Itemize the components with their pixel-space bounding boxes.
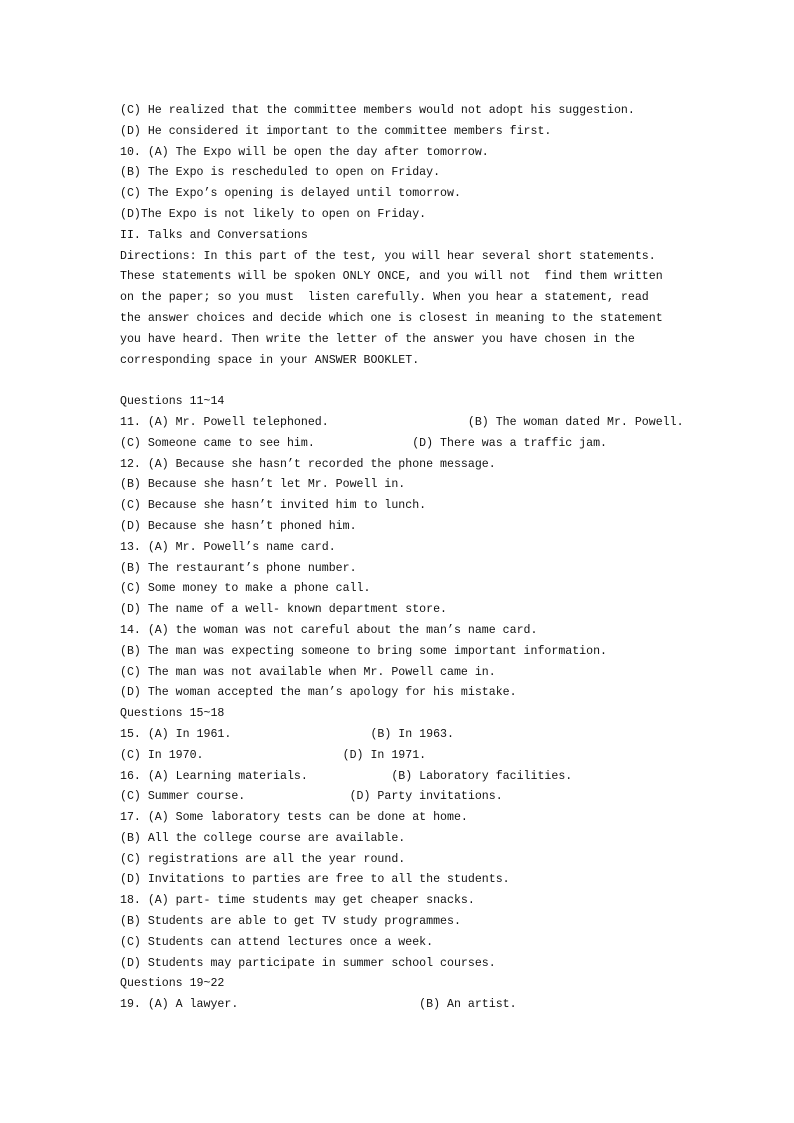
question-16-ab: 16. (A) Learning materials. (B) Laboratory facilities. — [120, 769, 573, 783]
option-10b: (B) The Expo is rescheduled to open on Friday. — [120, 166, 441, 180]
question-12a: 12. (A) Because she hasn’t recorded the phone message. — [120, 457, 496, 471]
option-17d: (D) Invitations to parties are free to all the students. — [120, 873, 510, 887]
option-18d: (D) Students may participate in summer school courses. — [120, 956, 496, 970]
directions-line-1: Directions: In this part of the test, you will hear several short statements. — [120, 249, 656, 263]
option-10c: (C) The Expo’s opening is delayed until tomorrow. — [120, 187, 461, 201]
directions-line-5: you have heard. Then write the letter of the answer you have chosen in the — [120, 332, 635, 346]
option-10d: (D)The Expo is not likely to open on Friday. — [120, 207, 427, 221]
directions-line-4: the answer choices and decide which one is closest in meaning to the statement — [120, 311, 663, 325]
option-12b: (B) Because she hasn’t let Mr. Powell in. — [120, 478, 406, 492]
question-13a: 13. (A) Mr. Powell’s name card. — [120, 540, 336, 554]
option-13c: (C) Some money to make a phone call. — [120, 582, 371, 596]
option-18b: (B) Students are able to get TV study programmes. — [120, 915, 461, 929]
questions-group-heading: Questions 11~14 — [120, 395, 225, 409]
directions-line-3: on the paper; so you must listen carefully. When you hear a statement, read — [120, 291, 649, 305]
option-14c: (C) The man was not available when Mr. Powell came in. — [120, 665, 496, 679]
question-11-cd: (C) Someone came to see him. (D) There was a traffic jam. — [120, 436, 608, 450]
questions-group-heading: Questions 19~22 — [120, 977, 225, 991]
question-19-ab: 19. (A) A lawyer. (B) An artist. — [120, 998, 517, 1012]
section-heading: II. Talks and Conversations — [120, 228, 308, 242]
option-17c: (C) registrations are all the year round. — [120, 852, 406, 866]
directions-line-2: These statements will be spoken ONLY ONCE, and you will not find them written — [120, 270, 663, 284]
option-12d: (D) Because she hasn’t phoned him. — [120, 519, 357, 533]
directions-line-6: corresponding space in your ANSWER BOOKLET. — [120, 353, 420, 367]
question-15-ab: 15. (A) In 1961. (B) In 1963. — [120, 727, 454, 741]
question-15-cd: (C) In 1970. (D) In 1971. — [120, 748, 427, 762]
option-14d: (D) The woman accepted the man’s apology for his mistake. — [120, 686, 517, 700]
question-18a: 18. (A) part- time students may get cheaper snacks. — [120, 894, 475, 908]
blank-line — [120, 371, 720, 392]
document-page — [120, 101, 720, 1016]
option-9d: (D) He considered it important to the committee members first. — [120, 124, 552, 138]
question-14a: 14. (A) the woman was not careful about the man’s name card. — [120, 623, 538, 637]
question-17a: 17. (A) Some laboratory tests can be done at home. — [120, 811, 468, 825]
option-12c: (C) Because she hasn’t invited him to lunch. — [120, 499, 427, 513]
questions-group-heading: Questions 15~18 — [120, 707, 225, 721]
question-10a: 10. (A) The Expo will be open the day after tomorrow. — [120, 145, 489, 159]
option-18c: (C) Students can attend lectures once a week. — [120, 935, 434, 949]
option-17b: (B) All the college course are available. — [120, 831, 406, 845]
question-11-ab: 11. (A) Mr. Powell telephoned. (B) The woman dated Mr. Powell. — [120, 415, 684, 429]
option-13d: (D) The name of a well- known department store. — [120, 603, 447, 617]
option-9c: (C) He realized that the committee members would not adopt his suggestion. — [120, 104, 635, 117]
question-16-cd: (C) Summer course. (D) Party invitations. — [120, 790, 503, 804]
option-14b: (B) The man was expecting someone to bring some important information. — [120, 644, 608, 658]
option-13b: (B) The restaurant’s phone number. — [120, 561, 357, 575]
